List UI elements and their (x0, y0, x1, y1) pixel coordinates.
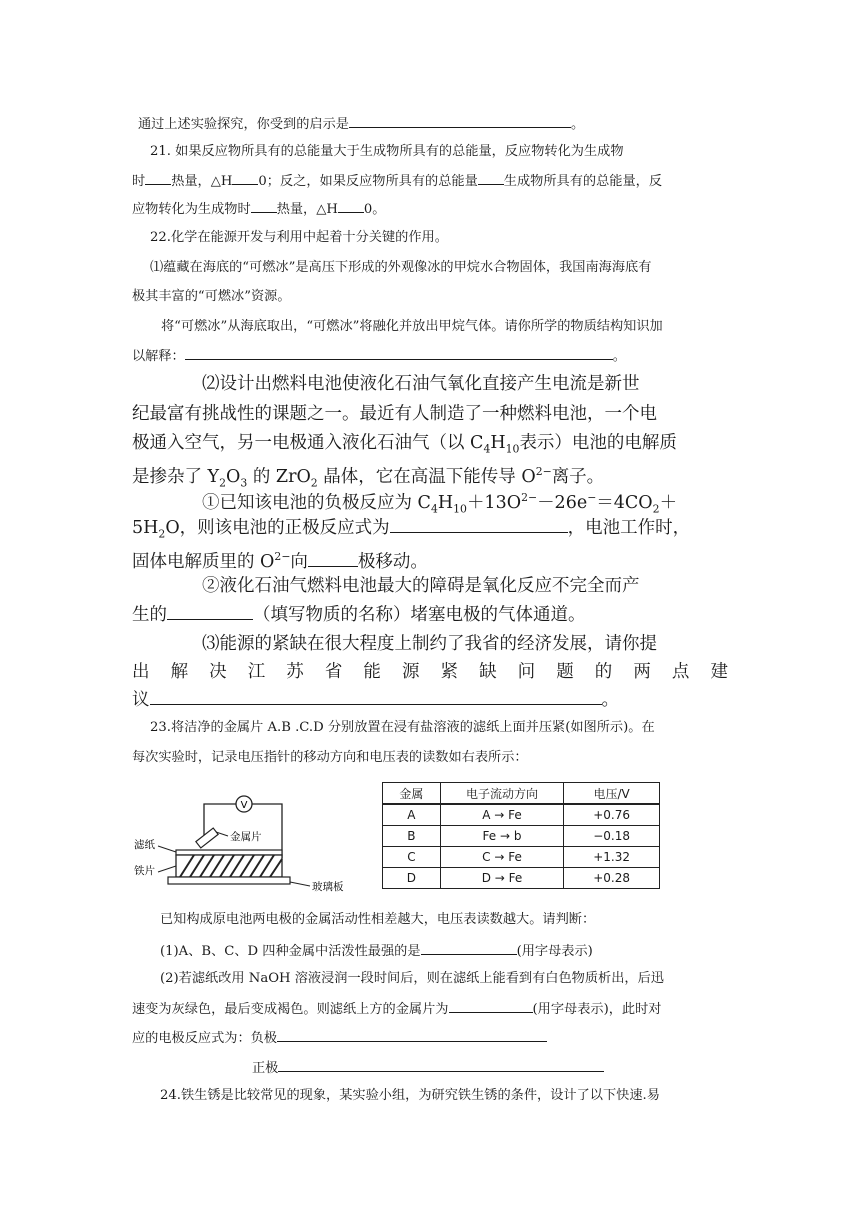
char: 题 (556, 662, 574, 682)
text: (1)A、B、C、D 四种金属中活泼性最强的是 (160, 944, 421, 959)
q22-p3-line-2: 纪最富有挑战性的课题之一。最近有人制造了一种燃料电池，一个电 (132, 404, 657, 424)
text: 固体电解质里的 O (132, 551, 275, 572)
text: 0。 (363, 202, 386, 217)
table-cell: +0.28 (564, 868, 660, 889)
table-cell: D → Fe (440, 868, 563, 889)
subscript: 10 (505, 442, 520, 456)
text: 通过上述实验探究，你受到的启示是 (138, 117, 349, 132)
subscript: 2 (158, 527, 166, 541)
subscript: 2 (310, 476, 318, 490)
answer-blank[interactable] (338, 199, 364, 213)
q24-line-1: 24.铁生锈是比较常见的现象，某实验小组，为研究铁生锈的条件，设计了以下快速.易 (160, 1088, 660, 1103)
subscript: 4 (483, 442, 491, 456)
results-table (382, 782, 660, 889)
text: 向 (290, 551, 308, 572)
text: 。 (571, 117, 585, 132)
table-row (383, 847, 660, 868)
voltmeter-label: V (240, 800, 248, 811)
q22-p4-line-2 (132, 516, 690, 547)
table-cell: B (383, 826, 441, 847)
text: （填写物质的名称）堵塞电极的气体通道。 (253, 605, 586, 625)
q23-line-5: (2)若滤纸改用 NaOH 溶液浸润一段时间后，则在滤纸上能看到有白色物质析出，后迅 (160, 971, 664, 986)
answer-blank[interactable] (251, 199, 277, 213)
table-row (383, 868, 660, 889)
answer-blank[interactable] (449, 999, 533, 1013)
text: 。 (612, 349, 626, 364)
q23-line-1: 23.将洁净的金属片 A.B .C.D 分别放置在浸有盐溶液的滤纸上面并压紧(如图所示)。在 (150, 720, 655, 735)
table-cell: C → Fe (440, 847, 563, 868)
metal-sheet (196, 828, 218, 848)
text: H (490, 433, 506, 453)
apparatus-diagram (132, 780, 372, 892)
text: 。 (601, 690, 619, 710)
table-header-row (383, 783, 660, 805)
subscript: 10 (453, 502, 467, 516)
q23-line-3: 已知构成原电池两电极的金属活动性相差越大，电压表读数越大。请判断： (160, 912, 596, 927)
char: 点 (671, 662, 690, 682)
q22-p6-line-1: ⑶能源的紧缺在很大程度上制约了我省的经济发展，请你提 (202, 634, 657, 654)
text: O (226, 466, 241, 487)
table-cell: D (383, 868, 441, 889)
char: 的 (594, 662, 613, 682)
table-header-cell: 电压/V (564, 783, 660, 805)
text: 正极 (252, 1061, 279, 1076)
table-row (383, 804, 660, 826)
text: 5H (132, 518, 159, 538)
text: 应物转化为生成物时 (132, 202, 251, 217)
table-cell: +0.76 (564, 804, 660, 826)
table-row (383, 826, 660, 847)
subscript: 3 (240, 476, 248, 490)
table-cell: C (383, 847, 441, 868)
q23-line-8 (252, 1058, 604, 1078)
superscript: 2− (521, 491, 538, 504)
label-filter-paper: 滤纸 (134, 839, 155, 851)
text: 热量，△H (171, 174, 233, 189)
superscript: 2− (274, 550, 291, 563)
answer-blank[interactable] (277, 1028, 547, 1042)
q22-p1-line-1: ⑴蕴藏在海底的“可燃冰”是高压下形成的外观像冰的甲烷水合物固体，我国南海海底有 (150, 260, 652, 275)
label-iron-sheet: 铁片 (134, 865, 155, 877)
q23-line-4 (160, 941, 593, 961)
answer-blank[interactable] (150, 688, 602, 705)
text: 生的 (132, 605, 167, 625)
char: 缺 (479, 662, 497, 682)
text: (用字母表示) (516, 944, 593, 959)
text: O，则该电池的正极反应式为 (165, 518, 390, 538)
subscript: 4 (430, 502, 438, 516)
text: ＋13O (466, 492, 522, 513)
answer-blank[interactable] (232, 171, 258, 185)
text: 0；反之，如果反应物所具有的总能量 (258, 174, 478, 189)
text: 生成物所具有的总能量，反 (503, 174, 663, 189)
text: 表示）电池的电解质 (519, 433, 677, 453)
answer-blank[interactable] (349, 114, 571, 128)
text: 极移动。 (357, 551, 428, 572)
q22-title: 22.化学在能源开发与利用中起着十分关键的作用。 (150, 230, 448, 245)
q21-line-2 (132, 171, 662, 191)
table-cell: −0.18 (564, 826, 660, 847)
char: 问 (517, 662, 536, 682)
char: 出 (132, 662, 150, 682)
char: 紧 (440, 662, 458, 682)
q22-p2-line-1: 将“可燃冰”从海底取出，“可燃冰”将融化并放出甲烷气体。请你所学的物质结构知识加 (161, 319, 663, 334)
text: 是掺杂了 Y (132, 466, 220, 487)
text: (用字母表示)，此时对 (532, 1002, 662, 1017)
text: 晶体，它在高温下能传导 O (317, 466, 536, 487)
text: ①已知该电池的负极反应为 C (202, 492, 431, 513)
char: 苏 (286, 662, 304, 682)
label-metal-sheet: 金属片 (230, 831, 262, 843)
answer-blank[interactable] (390, 516, 568, 533)
text: 议 (132, 690, 150, 710)
q22-p2-line-2 (132, 346, 626, 366)
text: －26e (537, 492, 588, 513)
text: 应的电极反应式为：负极 (132, 1031, 278, 1046)
char: 江 (247, 662, 266, 682)
table-cell: Fe → b (440, 826, 563, 847)
text: ，电池工作时， (567, 518, 691, 538)
q21-line-3 (132, 199, 385, 219)
q23-line-6 (132, 999, 661, 1019)
label-glass-plate: 玻璃板 (312, 881, 344, 892)
char: 省 (324, 662, 343, 682)
subscript: 2 (652, 502, 660, 516)
table-header-cell: 电子流动方向 (440, 783, 563, 805)
glass-plate (168, 877, 290, 884)
superscript: 2− (535, 465, 552, 478)
superscript: − (587, 491, 597, 504)
answer-blank[interactable] (478, 171, 504, 185)
q22-p1-line-2: 极其丰富的“可燃冰”资源。 (132, 289, 291, 304)
q22-p6-line-2 (132, 660, 728, 684)
text: 极通入空气，另一电极通入液化石油气（以 C (132, 433, 484, 453)
char: 决 (209, 662, 227, 682)
char: 两 (633, 662, 651, 682)
answer-blank[interactable] (421, 941, 517, 955)
char: 源 (401, 662, 420, 682)
text-line (138, 114, 584, 134)
char: 建 (710, 662, 728, 682)
q22-p6-line-3 (132, 688, 619, 712)
answer-blank[interactable] (185, 346, 613, 360)
q23-line-2: 每次实验时，记录电压指针的移动方向和电压表的读数如右表所示： (132, 750, 528, 765)
text: ＋ (659, 492, 678, 513)
char: 解 (170, 662, 189, 682)
subscript: 2 (219, 476, 227, 490)
q22-p3-line-1: ⑵设计出燃料电池使液化石油气氧化直接产生电流是新世 (202, 374, 640, 394)
text: 以解释： (132, 349, 185, 364)
table-cell: +1.32 (564, 847, 660, 868)
char: 能 (363, 662, 381, 682)
q23-line-7 (132, 1028, 547, 1048)
text: 时 (132, 174, 146, 189)
text: 离子。 (551, 466, 605, 487)
table-cell: A → Fe (440, 804, 563, 826)
text: H (437, 492, 454, 513)
q22-p5-line-1: ②液化石油气燃料电池最大的障碍是氧化反应不完全而产 (202, 576, 640, 596)
q22-p4-line-3 (132, 545, 428, 574)
q21-line-1: 21. 如果反应物所具有的总能量大于生成物所具有的总能量，反应物转化为生成物 (150, 144, 624, 159)
table-body (383, 804, 660, 889)
text: 热量，△H (276, 202, 338, 217)
filter-paper (176, 850, 282, 855)
q22-p3-line-3 (132, 431, 677, 462)
text: ＝4CO (596, 492, 653, 513)
answer-blank[interactable] (145, 171, 171, 185)
text: 的 ZrO (247, 466, 311, 487)
table-header-cell: 金属 (383, 783, 441, 805)
answer-blank[interactable] (167, 603, 253, 620)
text: 速变为灰绿色，最后变成褐色。则滤纸上方的金属片为 (132, 1002, 449, 1017)
answer-blank[interactable] (308, 550, 358, 567)
table-cell: A (383, 804, 441, 826)
q22-p5-line-2 (132, 603, 586, 627)
answer-blank[interactable] (278, 1058, 604, 1072)
